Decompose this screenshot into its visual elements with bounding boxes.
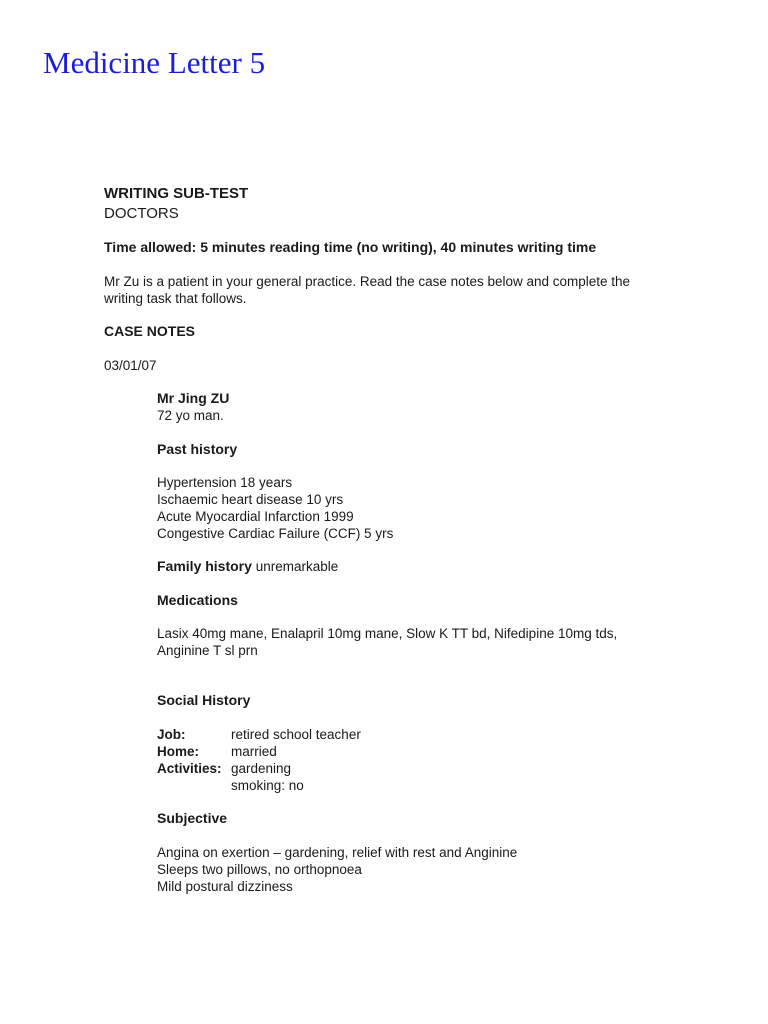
social-row-activities — [157, 760, 717, 777]
social-row-home — [157, 743, 717, 760]
activities-value: gardening — [231, 761, 292, 776]
list-item: Angina on exertion – gardening, relief with rest and Anginine — [157, 845, 518, 860]
family-history-heading: Family history — [157, 558, 252, 574]
smoking-value: smoking: no — [231, 778, 304, 793]
subtest-title: WRITING SUB-TEST — [104, 185, 249, 202]
list-item: Sleeps two pillows, no orthopnoea — [157, 862, 362, 877]
family-history-value: unremarkable — [255, 559, 339, 574]
case-notes-heading: CASE NOTES — [104, 323, 196, 339]
activities-label: Activities: — [157, 761, 222, 776]
social-row-job — [157, 726, 717, 743]
past-history-list — [157, 474, 717, 542]
social-history-table — [157, 726, 717, 794]
time-allowed: Time allowed: 5 minutes reading time (no writing), 40 minutes writing time — [104, 239, 597, 255]
medications-text — [157, 625, 717, 659]
subjective-heading: Subjective — [157, 810, 228, 826]
social-row-smoking — [157, 777, 717, 794]
job-value: retired school teacher — [231, 727, 361, 742]
patient-name: Mr Jing ZU — [157, 390, 230, 406]
subjective-list — [157, 844, 717, 895]
patient-description: 72 yo man. — [157, 408, 224, 423]
list-item: Acute Myocardial Infarction 1999 — [157, 509, 354, 524]
job-label: Job: — [157, 727, 186, 742]
medications-line-1: Lasix 40mg mane, Enalapril 10mg mane, Slow K TT bd, Nifedipine 10mg tds, — [157, 626, 618, 641]
page-title: Medicine Letter 5 — [43, 45, 266, 80]
profession-label: DOCTORS — [104, 205, 179, 222]
family-history — [157, 558, 717, 575]
past-history-heading: Past history — [157, 441, 238, 457]
medications-heading: Medications — [157, 592, 238, 608]
list-item: Congestive Cardiac Failure (CCF) 5 yrs — [157, 526, 394, 541]
list-item: Ischaemic heart disease 10 yrs — [157, 492, 344, 507]
case-date: 03/01/07 — [104, 358, 157, 373]
intro-line-1: Mr Zu is a patient in your general practice. Read the case notes below and complete the — [104, 274, 631, 289]
medications-line-2: Anginine T sl prn — [157, 643, 258, 658]
intro-line-2: writing task that follows. — [104, 291, 247, 306]
list-item: Hypertension 18 years — [157, 475, 293, 490]
social-history-heading: Social History — [157, 692, 251, 708]
home-value: married — [231, 744, 277, 759]
list-item: Mild postural dizziness — [157, 879, 293, 894]
smoking-spacer — [157, 777, 231, 794]
home-label: Home: — [157, 744, 200, 759]
